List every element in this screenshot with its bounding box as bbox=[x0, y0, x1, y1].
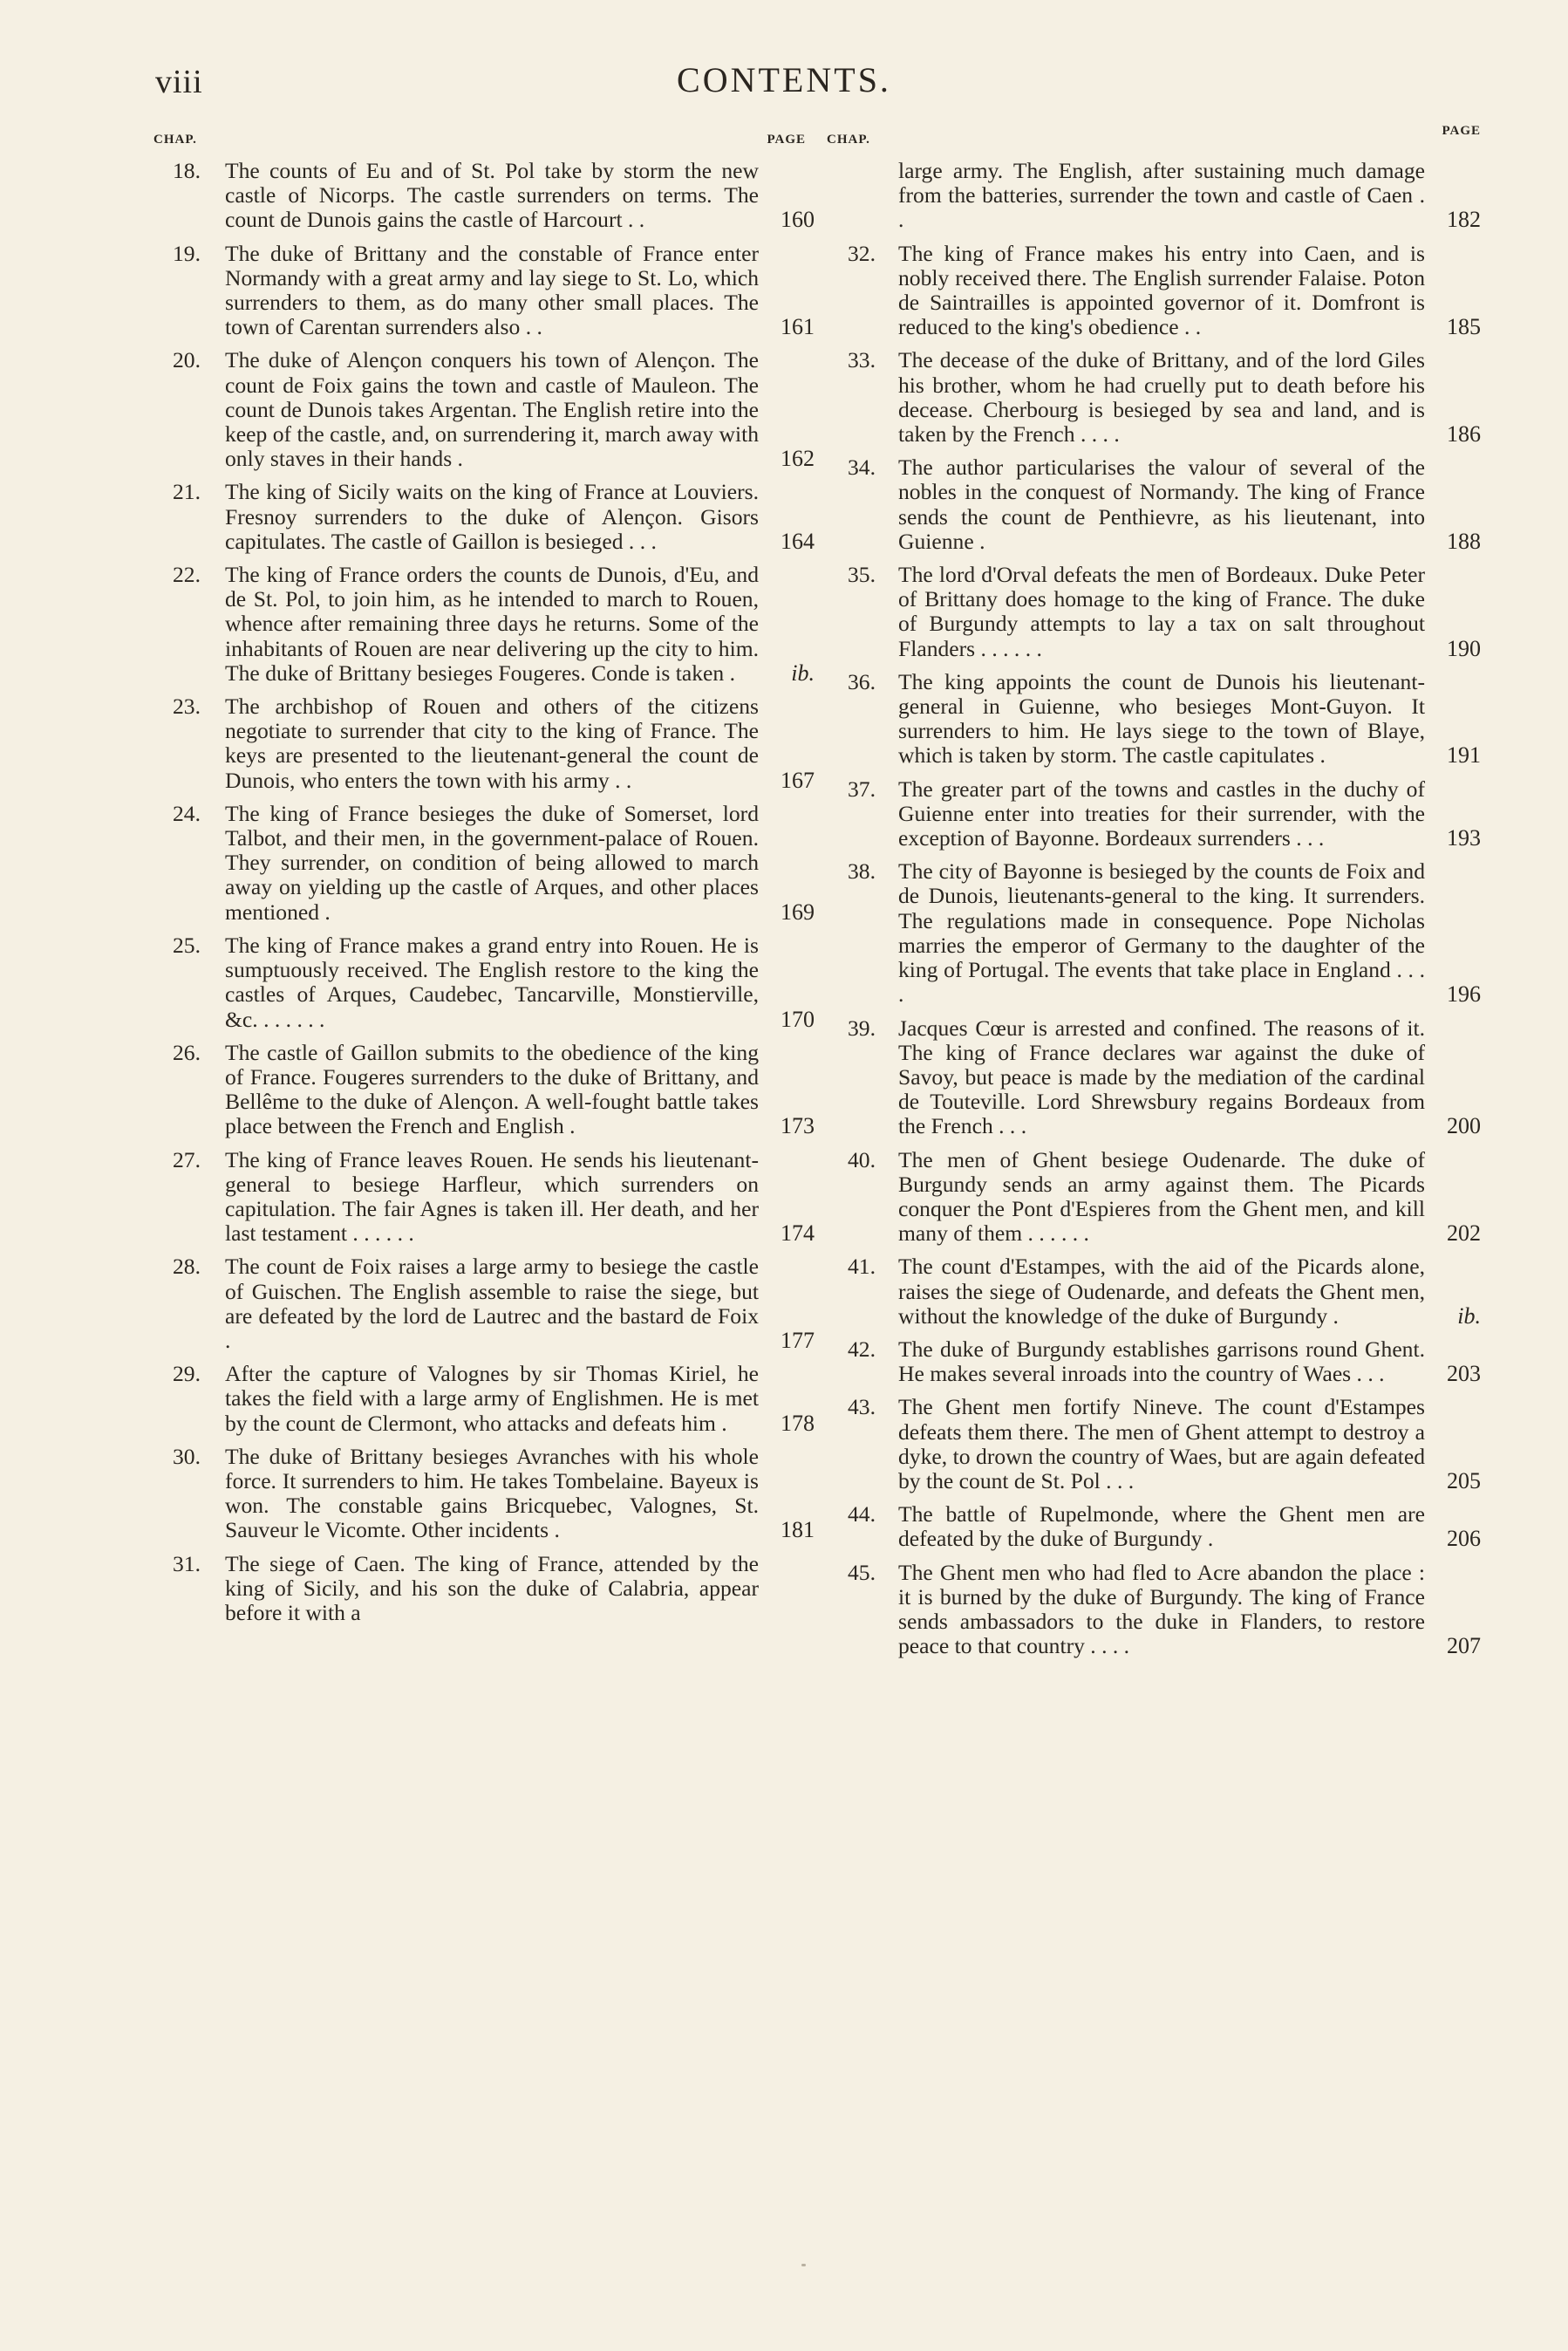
entry-page: 178 bbox=[781, 1410, 815, 1436]
contents-column-right bbox=[827, 124, 1481, 1667]
entry-page: 191 bbox=[1447, 742, 1481, 769]
contents-entry bbox=[153, 480, 815, 554]
contents-entry bbox=[153, 348, 815, 471]
entry-page: 205 bbox=[1447, 1467, 1481, 1493]
contents-entry bbox=[827, 859, 1481, 1007]
chapter-number: 42. bbox=[848, 1336, 876, 1362]
entry-page: 173 bbox=[781, 1113, 815, 1139]
entry-text: The duke of Brittany and the constable of France enter Normandy with a great army and lay siege to St. Lo, which surrenders to them, as do many other small places. The town of Carentan surrenders also . . bbox=[225, 240, 759, 340]
chapter-number: 35. bbox=[848, 562, 876, 588]
chapter-number: 30. bbox=[173, 1443, 201, 1469]
entry-text: The count de Foix raises a large army to besiege the castle of Guischen. The English assemble to raise the siege, but are defeated by the lord de Lautrec and the bastard de Foix . bbox=[225, 1254, 759, 1353]
entry-text: The duke of Burgundy establishes garrisons round Ghent. He makes several inroads into the country of Waes . . . bbox=[898, 1336, 1425, 1387]
entry-page: 167 bbox=[781, 767, 815, 793]
entry-text: The lord d'Orval defeats the men of Bordeaux. Duke Peter of Brittany does homage to the king of France. The duke of Burgundy attempts to lay a tax on salt throughout Flanders . . . . . . bbox=[898, 562, 1425, 661]
entry-page: 190 bbox=[1447, 635, 1481, 661]
chapter-number: 39. bbox=[848, 1015, 876, 1041]
entry-page: 207 bbox=[1447, 1633, 1481, 1659]
contents-entry bbox=[153, 802, 815, 925]
entry-text: Jacques Cœur is arrested and confined. The reasons of it. The king of France declares war against the duke of Savoy, but peace is made by the mediation of the cardinal de Touteville. Lord Shrewsbury regains Bordeaux from the French . . . bbox=[898, 1015, 1425, 1139]
chapter-number: 44. bbox=[848, 1501, 876, 1527]
contents-column-left bbox=[153, 133, 815, 1634]
entry-text: The city of Bayonne is besieged by the counts de Foix and de Dunois, lieutenants-general to the king. It surrenders. The regulations made in consequence. Pope Nicholas marries the emperor of Germany to the daughter of the king of Portugal. The events that take place in England . . . . bbox=[898, 858, 1425, 1008]
chapter-number: 20. bbox=[173, 347, 201, 373]
chapter-number: 36. bbox=[848, 668, 876, 694]
entry-page: 193 bbox=[1447, 825, 1481, 851]
paper-speck bbox=[801, 2264, 806, 2266]
chapter-number: 23. bbox=[173, 694, 201, 720]
entry-list-left bbox=[153, 159, 815, 1625]
chapter-number: 26. bbox=[173, 1039, 201, 1065]
page-number: viii bbox=[155, 64, 203, 100]
chapter-number: 38. bbox=[848, 858, 876, 885]
entry-page: 203 bbox=[1447, 1361, 1481, 1387]
contents-entry bbox=[153, 1552, 815, 1626]
entry-page: 174 bbox=[781, 1220, 815, 1247]
entry-page: 160 bbox=[781, 207, 815, 233]
entry-page: ib. bbox=[1457, 1302, 1481, 1329]
chapter-number: 21. bbox=[173, 479, 201, 505]
contents-entry bbox=[827, 1395, 1481, 1493]
entry-text: The king of France makes his entry into Caen, and is nobly received there. The English surrender Falaise. Poton de Saintrailles is appointed governor of it. Domfront is reduced to the king's obedience . . bbox=[898, 240, 1425, 340]
contents-entry bbox=[827, 1502, 1481, 1551]
chapter-number: 31. bbox=[173, 1550, 201, 1576]
contents-entry bbox=[827, 1337, 1481, 1386]
entry-page: 164 bbox=[781, 528, 815, 554]
entry-text: The author particularises the valour of several of the nobles in the conquest of Normandy. The king of France sends the count de Penthievre, as his lieutenant, into Guienne . bbox=[898, 454, 1425, 554]
entry-page: ib. bbox=[791, 660, 815, 686]
entry-text: The decease of the duke of Brittany, and of the lord Giles his brother, whom he had cruelly put to death before his decease. Cherbourg is besieged by sea and land, and is taken by the French . . . . bbox=[898, 347, 1425, 448]
entry-page: 162 bbox=[781, 446, 815, 472]
contents-entry bbox=[827, 242, 1481, 340]
entry-text: The king of France makes a grand entry into Rouen. He is sumptuously received. The English restore to the king the castles of Arques, Caudebec, Tancarville, Monstierville, &c. . . . . . . bbox=[225, 932, 759, 1032]
entry-text: The castle of Gaillon submits to the obedience of the king of France. Fougeres surrenders to the duke of Brittany, and Bellême to the duke of Alençon. A well-fought battle takes place between the French and English . bbox=[225, 1039, 759, 1139]
entry-text: The battle of Rupelmonde, where the Ghent men are defeated by the duke of Burgundy . bbox=[898, 1501, 1425, 1552]
entry-text: large army. The English, after sustaining much damage from the batteries, surrender the town and castle of Caen . . bbox=[898, 158, 1425, 233]
entry-page: 182 bbox=[1447, 207, 1481, 233]
page-title: CONTENTS. bbox=[677, 60, 891, 99]
contents-entry bbox=[827, 777, 1481, 851]
contents-entry bbox=[827, 1561, 1481, 1659]
chapter-number: 24. bbox=[173, 800, 201, 826]
entry-text: The counts of Eu and of St. Pol take by storm the new castle of Nicorps. The castle surrenders on terms. The count de Dunois gains the castle of Harcourt . . bbox=[225, 158, 759, 233]
entry-page: 170 bbox=[781, 1006, 815, 1032]
entry-page: 200 bbox=[1447, 1113, 1481, 1139]
chapter-number: 34. bbox=[848, 454, 876, 481]
contents-entry bbox=[153, 694, 815, 793]
chap-label: CHAP. bbox=[827, 133, 870, 147]
chapter-number: 27. bbox=[173, 1146, 201, 1172]
chapter-number: 45. bbox=[848, 1559, 876, 1585]
contents-entry bbox=[153, 1362, 815, 1436]
contents-entry bbox=[153, 1148, 815, 1247]
entry-text: The duke of Alençon conquers his town of Alençon. The count de Foix gains the town and castle of Mauleon. The count de Dunois takes Argentan. The English retire into the keep of the castle, and, on surrendering it, march away with only staves in their hands . bbox=[225, 347, 759, 472]
entry-text: The duke of Brittany besieges Avranches with his whole force. It surrenders to him. He takes Tombelaine. Bayeux is won. The constable gains Bricquebec, Valognes, St. Sauveur le Vicomte. Other incidents . bbox=[225, 1443, 759, 1543]
entry-text: The king of France leaves Rouen. He sends his lieutenant-general to besiege Harfleur, which surrenders on capitulation. The fair Agnes is taken ill. Her death, and her last testament . . . . . . bbox=[225, 1146, 759, 1247]
entry-text: The siege of Caen. The king of France, attended by the king of Sicily, and his son the duke of Calabria, appear before it with a bbox=[225, 1550, 759, 1625]
entry-text: After the capture of Valognes by sir Thomas Kiriel, he takes the field with a large army of Englishmen. He is met by the count de Clermont, who attacks and defeats him . bbox=[225, 1361, 759, 1436]
contents-entry bbox=[827, 1254, 1481, 1329]
entry-page: 188 bbox=[1447, 528, 1481, 554]
contents-entry bbox=[153, 1254, 815, 1353]
contents-entry bbox=[827, 1148, 1481, 1247]
entry-text: The king of Sicily waits on the king of France at Louviers. Fresnoy surrenders to the duke of Alençon. Gisors capitulates. The castle of Gaillon is besieged . . . bbox=[225, 479, 759, 554]
chapter-number: 22. bbox=[173, 562, 201, 588]
chapter-number: 25. bbox=[173, 932, 201, 958]
entry-text: The king of France besieges the duke of Somerset, lord Talbot, and their men, in the government-palace of Rouen. They surrender, on condition of being allowed to march away on yielding up the castle of Arques, and other places mentioned . bbox=[225, 800, 759, 925]
contents-entry bbox=[827, 670, 1481, 769]
column-header-right bbox=[827, 124, 1481, 159]
contents-entry bbox=[153, 563, 815, 686]
chapter-number: 18. bbox=[173, 158, 201, 183]
entry-page: 206 bbox=[1447, 1526, 1481, 1552]
contents-entry bbox=[153, 1445, 815, 1543]
chapter-number: 41. bbox=[848, 1254, 876, 1280]
entry-page: 186 bbox=[1447, 421, 1481, 448]
entry-list-right bbox=[827, 242, 1481, 1659]
entry-page: 161 bbox=[781, 314, 815, 340]
chapter-number: 40. bbox=[848, 1146, 876, 1172]
chapter-number: 43. bbox=[848, 1394, 876, 1420]
entry-page: 196 bbox=[1447, 981, 1481, 1008]
entry-text: The Ghent men fortify Nineve. The count d'Estampes defeats them there. The men of Ghent attempt to destroy a dyke, to drown the country of Waes, but are again defeated by the count de St. Pol . . . bbox=[898, 1394, 1425, 1493]
page-label: PAGE bbox=[1442, 124, 1481, 138]
contents-entry bbox=[153, 933, 815, 1032]
chapter-number: 37. bbox=[848, 776, 876, 802]
entry-page: 169 bbox=[781, 899, 815, 925]
entry-page: 202 bbox=[1447, 1220, 1481, 1247]
chapter-number: 28. bbox=[173, 1254, 201, 1280]
contents-entry bbox=[153, 159, 815, 233]
contents-entry bbox=[827, 1016, 1481, 1139]
entry-page: 177 bbox=[781, 1327, 815, 1353]
chapter-number: 33. bbox=[848, 347, 876, 373]
contents-entry bbox=[827, 563, 1481, 661]
contents-entry bbox=[827, 348, 1481, 447]
chapter-number: 29. bbox=[173, 1361, 201, 1387]
entry-text: The count d'Estampes, with the aid of the Picards alone, raises the siege of Oudenarde, and defeats the Ghent men, without the knowledge of the duke of Burgundy . bbox=[898, 1254, 1425, 1329]
continued-entry bbox=[827, 159, 1481, 233]
entry-page: 181 bbox=[781, 1517, 815, 1543]
chap-label: CHAP. bbox=[153, 133, 197, 147]
chapter-number: 32. bbox=[848, 240, 876, 266]
entry-text: The greater part of the towns and castles in the duchy of Guienne enter into treaties for their surrender, with the exception of Bayonne. Bordeaux surrenders . . . bbox=[898, 776, 1425, 851]
column-header-left bbox=[153, 133, 815, 159]
entry-text: The king of France orders the counts de Dunois, d'Eu, and de St. Pol, to join him, as he intended to march to Rouen, whence after remaining three days he returns. Some of the inhabitants of Rouen are near delivering up the city to him. The duke of Brittany besieges Fougeres. Conde is taken . bbox=[225, 562, 759, 686]
chapter-number: 19. bbox=[173, 240, 201, 266]
contents-entry bbox=[153, 1041, 815, 1139]
contents-entry bbox=[827, 455, 1481, 554]
entry-text: The king appoints the count de Dunois his lieutenant-general in Guienne, who besieges Mont-Guyon. It surrenders to him. He lays siege to the town of Blaye, which is taken by storm. The castle capitulates . bbox=[898, 668, 1425, 769]
contents-entry bbox=[153, 242, 815, 340]
entry-text: The archbishop of Rouen and others of the citizens negotiate to surrender that city to the king of France. The keys are presented to the lieutenant-general the count de Dunois, who enters the town with his army . . bbox=[225, 694, 759, 793]
entry-page: 185 bbox=[1447, 314, 1481, 340]
entry-text: The men of Ghent besiege Oudenarde. The duke of Burgundy sends an army against them. The Picards conquer the Pont d'Espieres from the Ghent men, and kill many of them . . . . . . bbox=[898, 1146, 1425, 1247]
page-label: PAGE bbox=[767, 133, 806, 147]
entry-text: The Ghent men who had fled to Acre abandon the place : it is burned by the duke of Burgundy. The king of France sends ambassadors to the duke in Flanders, to restore peace to that country . . . . bbox=[898, 1559, 1425, 1659]
